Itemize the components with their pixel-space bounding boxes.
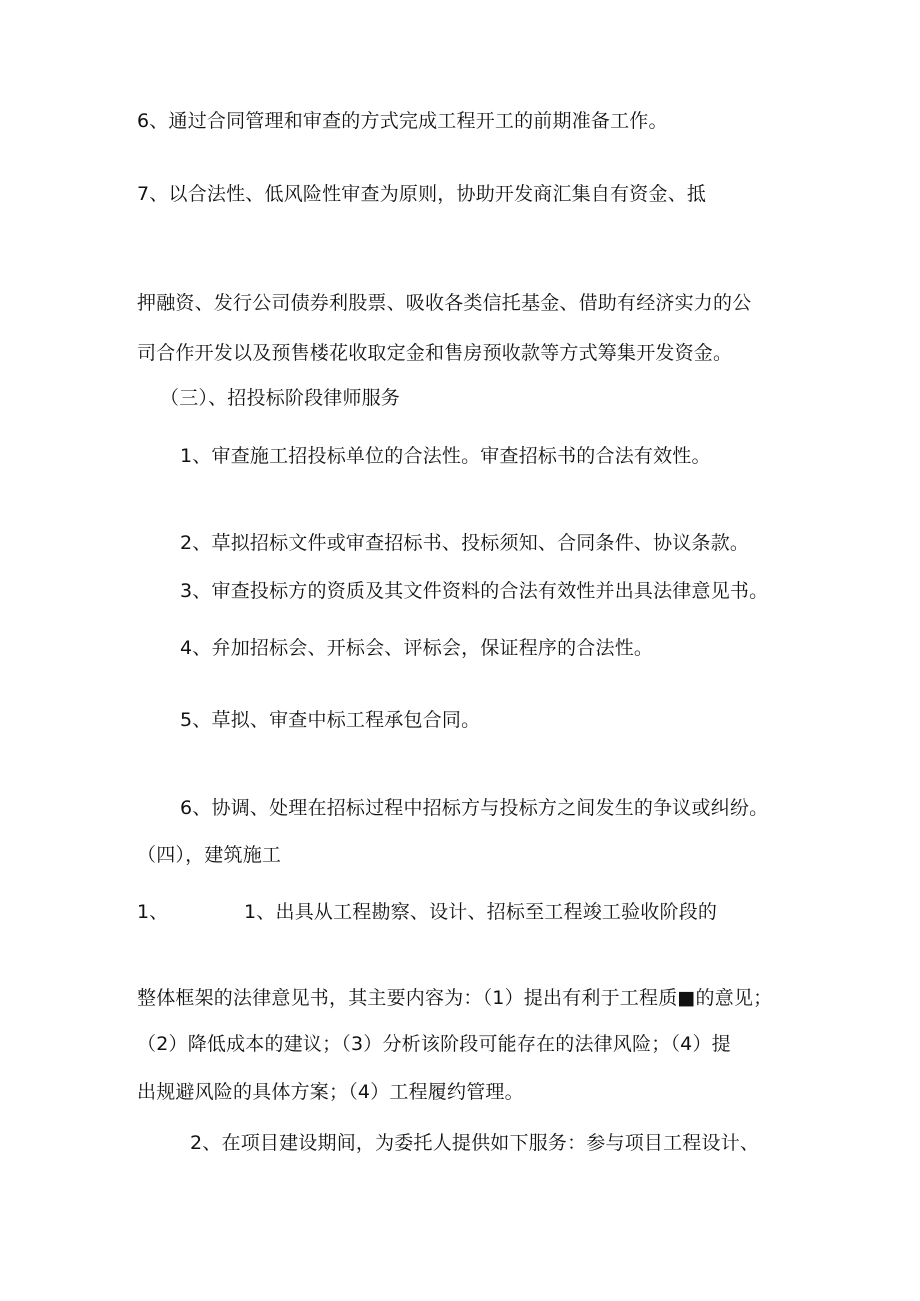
text-line-7: 2、草拟招标文件或审查招标书、投标须知、合同条件、协议条款。 [180, 532, 750, 554]
text-line-6: 1、审查施工招投标单位的合法性。审查招标书的合法有效性。 [180, 445, 711, 467]
text-line-1: 6、通过合同管理和审查的方式完成工程开工的前期准备工作。 [137, 110, 668, 132]
text-line-8: 3、审查投标方的资质及其文件资料的合法有效性并出具法律意见书。 [180, 580, 769, 602]
text-line-9: 4、弁加招标会、开标会、评标会，保证程序的合法性。 [180, 637, 654, 659]
text-line-14: 整体框架的法律意见书，其主要内容为：（1）提出有利于工程质■的意见； [137, 987, 773, 1009]
text-line-13: 1、出具从工程勘察、设计、招标至工程竣工验收阶段的 [244, 901, 718, 923]
text-line-4: 司合作开发以及预售楼花收取定金和售房预收款等方式筹集开发资金。 [137, 342, 733, 364]
text-line-3: 押融资、发行公司债券利股票、吸收各类信托基金、借助有经济实力的公 [137, 292, 752, 314]
text-line-10: 5、草拟、审查中标工程承包合同。 [180, 709, 481, 731]
section-heading-3: （三）、招投标阶段律师服务 [160, 387, 401, 409]
text-line-16: 出规避风险的具体方案；（4）工程履约管理。 [137, 1081, 524, 1103]
text-line-11: 6、协调、处理在招标过程中招标方与投标方之间发生的争议或纠纷。 [180, 797, 769, 819]
section-heading-4: （四），建筑施工 [137, 844, 282, 866]
list-marker: 1、 [137, 901, 169, 923]
text-line-17: 2、在项目建设期间，为委托人提供如下服务：参与项目工程设计、 [190, 1132, 760, 1154]
text-line-2: 7、以合法性、低风险性审查为原则，协助开发商汇集自有资金、抵 [137, 183, 707, 205]
text-line-15: （2）降低成本的建议；（3）分析该阶段可能存在的法律风险；（4）提 [137, 1033, 731, 1055]
